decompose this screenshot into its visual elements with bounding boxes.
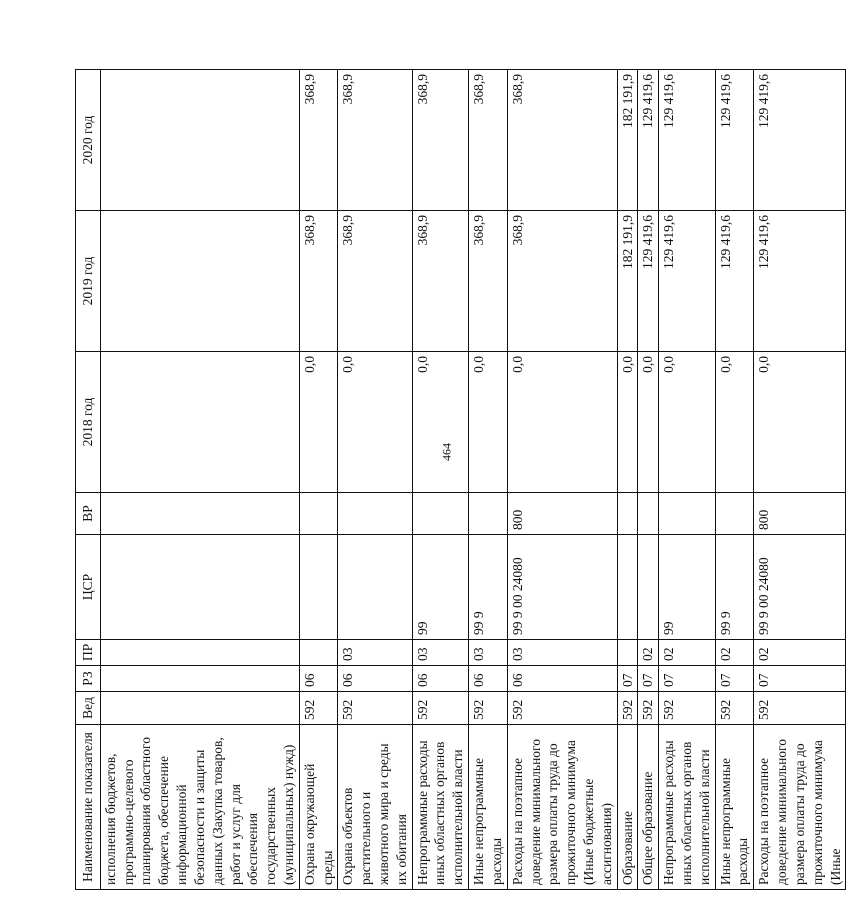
row-ved: 592 [338, 692, 412, 725]
row-2020: 129 419,6 [659, 70, 715, 211]
row-pr: 03 [338, 640, 412, 666]
header-ved: Вед [76, 692, 101, 725]
row-name: Иные непрограммные расходы [469, 725, 508, 890]
row-csr: 99 9 00 24080 [507, 535, 617, 640]
row-rz: 06 [412, 666, 468, 692]
row-2020 [100, 70, 299, 211]
page-number: 464 [439, 443, 454, 461]
row-rz: 06 [507, 666, 617, 692]
row-name: Непрограммные расходы иных областных органов исполнительной власти [659, 725, 715, 890]
row-2020: 368,9 [507, 70, 617, 211]
table-row [715, 70, 754, 890]
row-2019: 368,9 [469, 211, 508, 352]
table-rotator [75, 70, 843, 890]
row-rz: 06 [299, 666, 338, 692]
table-row [507, 70, 617, 890]
row-name: Охрана объектов растительного и животного мира и среды их обитания [338, 725, 412, 890]
row-2018: 0,0 [299, 352, 338, 493]
row-ved: 592 [507, 692, 617, 725]
row-csr: 99 9 00 24080 [754, 535, 846, 640]
table-header-row [76, 70, 101, 890]
row-2018: 0,0 [469, 352, 508, 493]
row-ved: 592 [617, 692, 638, 725]
row-name: Образование [617, 725, 638, 890]
table-row [338, 70, 412, 890]
rotated-table-area [75, 70, 843, 890]
row-name: Иные непрограммные расходы [715, 725, 754, 890]
header-name: Наименование показателя [76, 725, 101, 890]
header-rz: РЗ [76, 666, 101, 692]
row-pr: 03 [412, 640, 468, 666]
row-pr: 02 [659, 640, 715, 666]
table-row [299, 70, 338, 890]
table-row [617, 70, 638, 890]
row-2019: 368,9 [338, 211, 412, 352]
row-vr [638, 493, 659, 535]
row-vr [299, 493, 338, 535]
row-pr: 03 [469, 640, 508, 666]
row-2018: 0,0 [412, 352, 468, 493]
row-vr [617, 493, 638, 535]
row-vr [469, 493, 508, 535]
row-vr [715, 493, 754, 535]
row-2020: 129 419,6 [715, 70, 754, 211]
row-vr: 800 [754, 493, 846, 535]
row-csr [638, 535, 659, 640]
table-row [638, 70, 659, 890]
row-2018: 0,0 [754, 352, 846, 493]
row-csr [299, 535, 338, 640]
row-2020: 368,9 [412, 70, 468, 211]
header-pr: ПР [76, 640, 101, 666]
row-csr [338, 535, 412, 640]
row-2020: 368,9 [338, 70, 412, 211]
row-ved: 592 [299, 692, 338, 725]
row-2019: 368,9 [507, 211, 617, 352]
row-2020: 129 419,6 [638, 70, 659, 211]
row-2019: 129 419,6 [638, 211, 659, 352]
row-2018: 0,0 [638, 352, 659, 493]
row-csr: 99 [412, 535, 468, 640]
row-name: Охрана окружающей среды [299, 725, 338, 890]
row-ved: 592 [638, 692, 659, 725]
row-csr: 99 [659, 535, 715, 640]
row-ved: 592 [412, 692, 468, 725]
row-name: Непрограммные расходы иных областных органов исполнительной власти [412, 725, 468, 890]
budget-table [75, 69, 846, 890]
row-pr: 02 [715, 640, 754, 666]
table-row [659, 70, 715, 890]
row-rz: 07 [754, 666, 846, 692]
row-csr: 99 9 [715, 535, 754, 640]
row-ved: 592 [659, 692, 715, 725]
header-2020: 2020 год [76, 70, 101, 211]
row-pr: 02 [754, 640, 846, 666]
row-vr [412, 493, 468, 535]
row-rz: 06 [469, 666, 508, 692]
row-vr [659, 493, 715, 535]
row-2019: 182 191,9 [617, 211, 638, 352]
row-pr [100, 640, 299, 666]
table-row [100, 70, 299, 890]
row-pr: 03 [507, 640, 617, 666]
table-row [412, 70, 468, 890]
row-2019 [100, 211, 299, 352]
row-2020: 182 191,9 [617, 70, 638, 211]
header-vr: ВР [76, 493, 101, 535]
row-ved: 592 [754, 692, 846, 725]
row-pr [299, 640, 338, 666]
row-2019: 129 419,6 [715, 211, 754, 352]
row-ved [100, 692, 299, 725]
row-ved: 592 [469, 692, 508, 725]
row-2018: 0,0 [659, 352, 715, 493]
table-row [754, 70, 846, 890]
row-csr [617, 535, 638, 640]
row-2019: 129 419,6 [659, 211, 715, 352]
row-2018: 0,0 [507, 352, 617, 493]
row-name: Расходы на поэтапное доведение минимального размера оплаты труда до прожиточного минимума (Иные бюджетные ассигнования) [507, 725, 617, 890]
row-name: Общее образование [638, 725, 659, 890]
row-2019: 368,9 [412, 211, 468, 352]
header-2019: 2019 год [76, 211, 101, 352]
row-pr: 02 [638, 640, 659, 666]
row-vr: 800 [507, 493, 617, 535]
row-vr [338, 493, 412, 535]
row-vr [100, 493, 299, 535]
row-2018: 0,0 [617, 352, 638, 493]
table-row [469, 70, 508, 890]
row-2020: 368,9 [469, 70, 508, 211]
row-rz: 07 [715, 666, 754, 692]
header-2018: 2018 год [76, 352, 101, 493]
header-csr: ЦСР [76, 535, 101, 640]
row-name: исполнения бюджетов, программно-целевого планирования областного бюджета, обеспечение информационной безопасности и защиты данных (Закупка товаров, работ и услуг для обеспечения государственных (муниципальных) нужд) [100, 725, 299, 890]
row-2019: 129 419,6 [754, 211, 846, 352]
row-2018: 0,0 [715, 352, 754, 493]
row-ved: 592 [715, 692, 754, 725]
row-rz [100, 666, 299, 692]
row-rz: 07 [617, 666, 638, 692]
row-name: Расходы на поэтапное доведение минимального размера оплаты труда до прожиточного минимума (Иные [754, 725, 846, 890]
row-pr [617, 640, 638, 666]
row-2020: 129 419,6 [754, 70, 846, 211]
row-2020: 368,9 [299, 70, 338, 211]
row-csr [100, 535, 299, 640]
row-2018: 0,0 [338, 352, 412, 493]
row-2018 [100, 352, 299, 493]
row-2019: 368,9 [299, 211, 338, 352]
row-rz: 07 [638, 666, 659, 692]
row-csr: 99 9 [469, 535, 508, 640]
row-rz: 07 [659, 666, 715, 692]
row-rz: 06 [338, 666, 412, 692]
